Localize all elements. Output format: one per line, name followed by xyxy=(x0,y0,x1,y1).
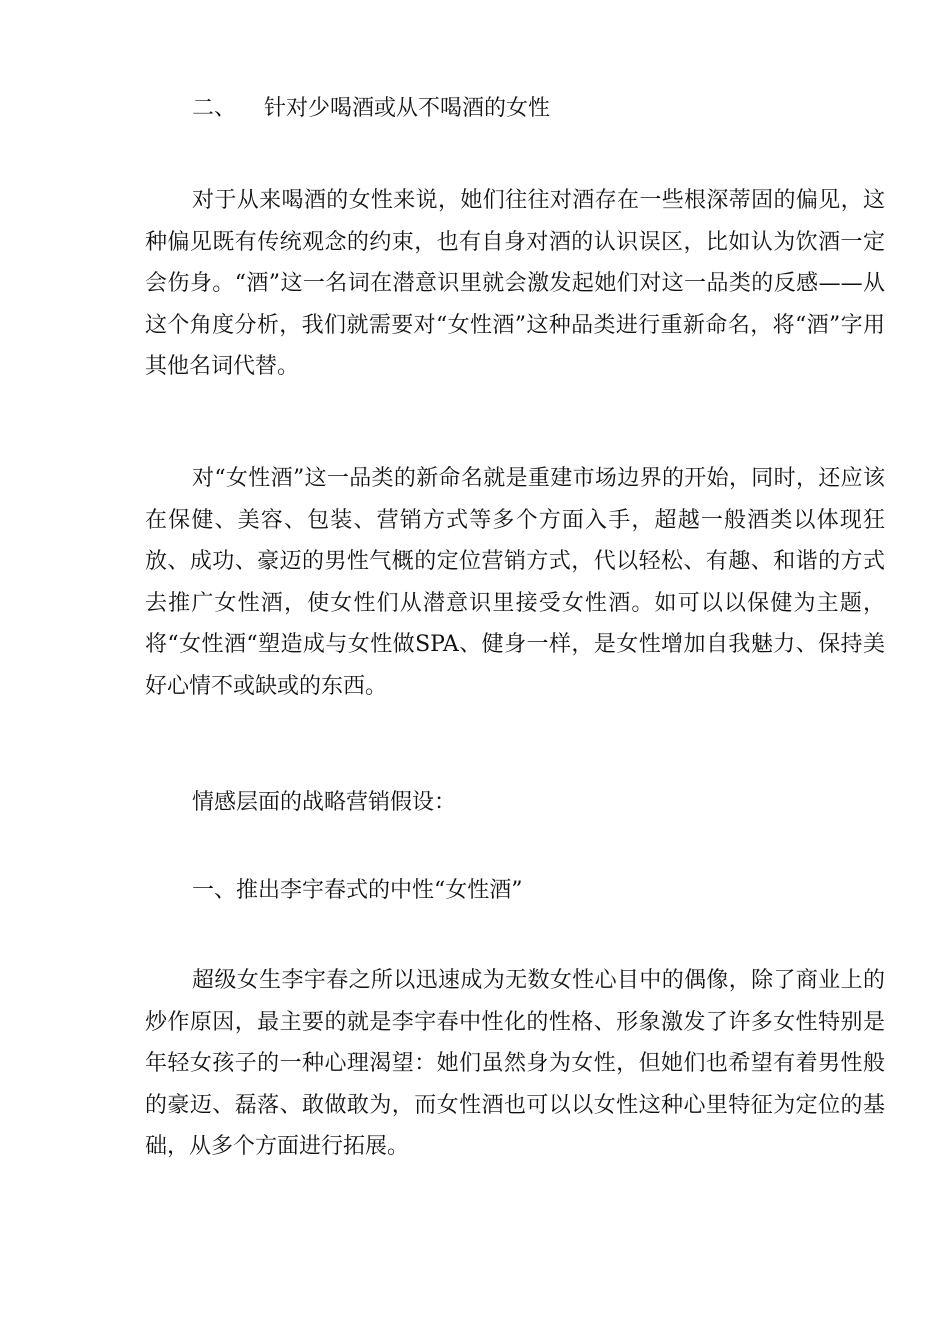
paragraph-1: 对于从来喝酒的女性来说，她们往往对酒存在一些根深蒂固的偏见，这种偏见既有传统观念的约束，也有自身对酒的认识误区，比如认为饮酒一定会伤身。“酒”这一名词在潜意识里就会激发起她们对这一品类的反感——从这个角度分析，我们就需要对“女性酒”这种品类进行重新命名，将“酒”字用其他名词代替。 xyxy=(145,188,885,379)
heading-one: 一、推出李宇春式的中性“女性酒” xyxy=(192,878,523,903)
section-title: 情感层面的战略营销假设： xyxy=(192,790,457,815)
heading-two xyxy=(145,88,885,130)
paragraph-2: 对“女性酒”这一品类的新命名就是重建市场边界的开始，同时，还应该在保健、美容、包装、营销方式等多个方面入手，超越一般酒类以体现狂放、成功、豪迈的男性气概的定位营销方式，代以轻松、有趣、和谐的方式去推广女性酒，使女性们从潜意识里接受女性酒。如可以以保健为主题，将“女性酒“塑造成与女性做SPA、健身一样，是女性增加自我魅力、保持美好心情不或缺或的东西。 xyxy=(145,466,885,699)
paragraph-3: 超级女生李宇春之所以迅速成为无数女性心目中的偶像，除了商业上的炒作原因，最主要的就是李宇春中性化的性格、形象激发了许多女性特别是年轻女孩子的一种心理渴望：她们虽然身为女性，但她们也希望有着男性般的豪迈、磊落、敢做敢为，而女性酒也可以以女性这种心里特征为定位的基础，从多个方面进行拓展。 xyxy=(145,968,885,1159)
heading-two-number: 二、 xyxy=(192,96,237,121)
heading-two-text: 针对少喝酒或从不喝酒的女性 xyxy=(264,96,551,121)
